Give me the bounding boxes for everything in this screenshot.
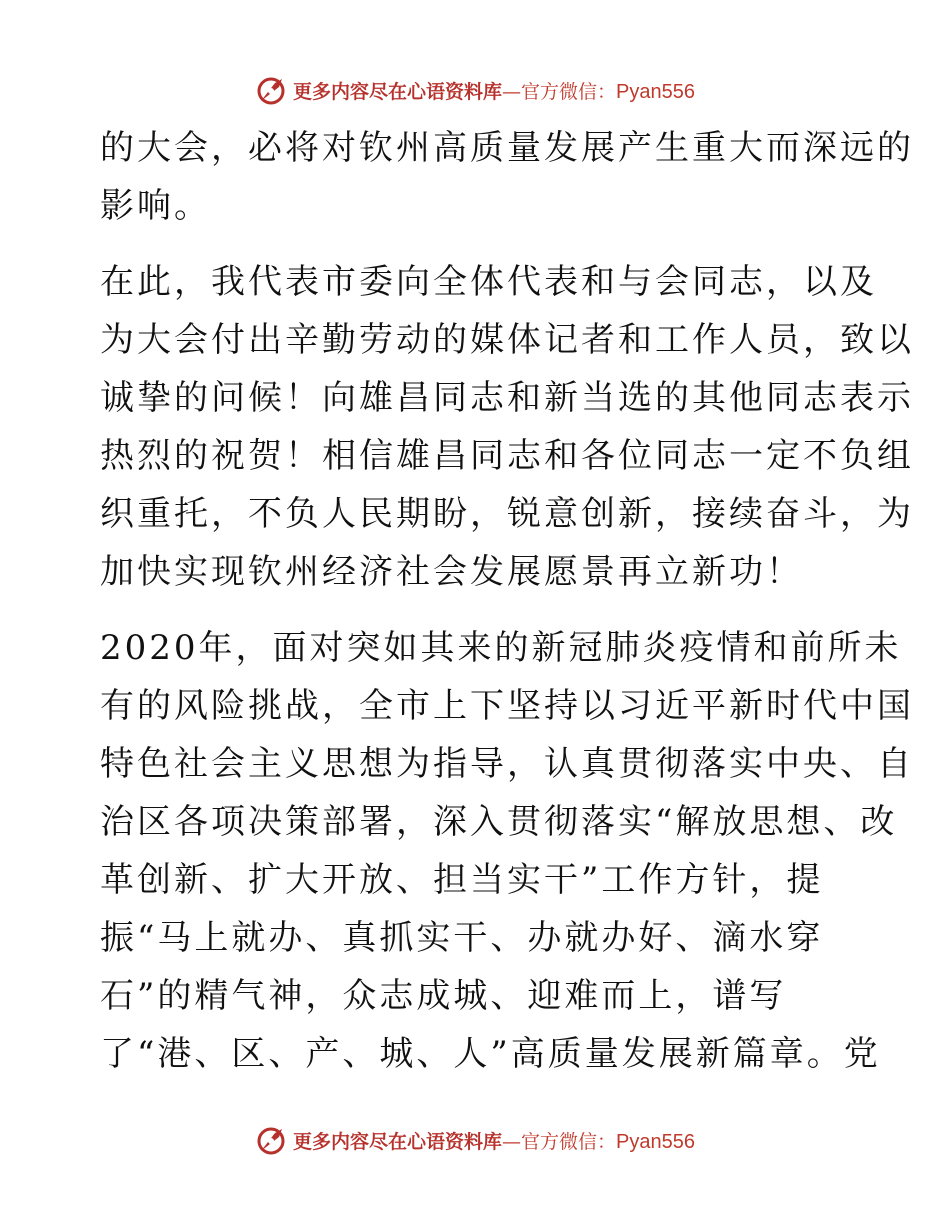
text-line: 了“港、区、产、城、人”高质量发展新篇章。党 [100, 1034, 881, 1074]
banner-title: 更多内容尽在心语资料库 [293, 80, 503, 103]
banner-wechat-id: Pyan556 [616, 80, 695, 103]
text-line: 加快实现钦州经济社会发展愿景再立新功！ [100, 552, 803, 592]
text-line: 为大会付出辛勤劳动的媒体记者和工作人员，致以 [100, 320, 914, 360]
text-line: 诚挚的问候！向雄昌同志和新当选的其他同志表示 [100, 378, 914, 418]
paragraph-2 [100, 253, 914, 601]
paragraph-1 [100, 119, 914, 235]
banner-dash: — [502, 80, 522, 103]
text-line: 石”的精气神，众志成城、迎难而上，谱写 [100, 976, 787, 1016]
paragraph-3 [100, 619, 914, 1083]
text-line: 织重托，不负人民期盼，锐意创新，接续奋斗，为 [100, 494, 914, 534]
pen-logo-icon [255, 73, 289, 107]
text-line: 治区各项决策部署，深入贯彻落实“解放思想、改 [100, 802, 898, 842]
banner-wechat-id: Pyan556 [616, 1130, 695, 1153]
footer-banner [0, 1120, 950, 1160]
document-body [100, 119, 914, 1083]
header-banner [0, 70, 950, 110]
banner-title: 更多内容尽在心语资料库 [293, 1130, 503, 1153]
text-line: 2020年，面对突如其来的新冠肺炎疫情和前所未 [100, 628, 902, 668]
banner-official-label: 官方微信： [521, 1130, 617, 1153]
text-line: 热烈的祝贺！相信雄昌同志和各位同志一定不负组 [100, 436, 914, 476]
banner-dash: — [502, 1130, 522, 1153]
pen-logo-icon [255, 1123, 289, 1157]
banner-official-label: 官方微信： [521, 80, 617, 103]
text-line: 在此，我代表市委向全体代表和与会同志，以及 [100, 262, 877, 302]
text-line: 有的风险挑战，全市上下坚持以习近平新时代中国 [100, 686, 914, 726]
text-line: 振“马上就办、真抓实干、办就办好、滴水穿 [100, 918, 824, 958]
text-line: 影响。 [100, 186, 211, 226]
text-line: 革创新、扩大开放、担当实干”工作方针，提 [100, 860, 824, 900]
text-line: 的大会，必将对钦州高质量发展产生重大而深远的 [100, 128, 914, 168]
text-line: 特色社会主义思想为指导，认真贯彻落实中央、自 [100, 744, 914, 784]
